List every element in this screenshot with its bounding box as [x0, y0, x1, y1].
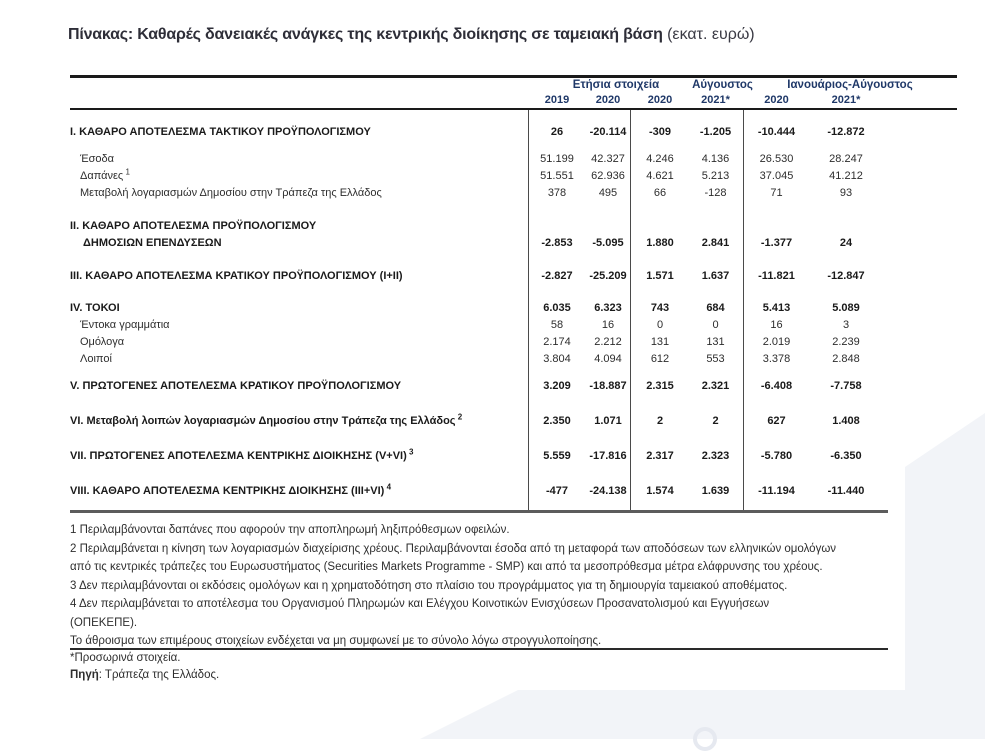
cell-value: 0: [712, 319, 719, 331]
cell-value: 131: [650, 336, 670, 348]
row-label: Έσοδα: [80, 153, 115, 165]
table-row: [70, 334, 888, 351]
cell-value: 627: [767, 415, 786, 427]
cell-value: 2.315: [646, 380, 674, 392]
cell-value: 4.246: [646, 153, 674, 165]
cell-value: 4.094: [594, 353, 622, 365]
cell-value: 66: [653, 187, 667, 199]
cell-value: 26: [550, 126, 564, 138]
cell-value: 28.247: [829, 153, 863, 165]
cell-value: 495: [598, 187, 618, 199]
cell-value: 3.209: [543, 380, 571, 392]
cell-value: 4.136: [701, 153, 730, 165]
cell-value: 5.213: [701, 170, 730, 182]
column-year-label: 2020: [764, 93, 789, 106]
cell-value: -10.444: [757, 126, 796, 138]
table-bottom-rule: [70, 510, 888, 513]
cell-value: 2.019: [762, 336, 791, 348]
table-row: [70, 124, 888, 141]
cell-value: 2.323: [701, 450, 730, 462]
footnote: [70, 521, 900, 540]
row-label: Μεταβολή λογαριασμών Δημοσίου στην Τράπεζα της Ελλάδος: [80, 187, 382, 199]
cell-value: -25.209: [589, 270, 627, 282]
cell-value: 6.035: [543, 302, 571, 314]
cell-value: -477: [545, 485, 569, 497]
cell-value: 16: [601, 319, 615, 331]
cell-value: -11.440: [827, 485, 865, 497]
source-line: [70, 669, 219, 681]
cell-value: -309: [648, 126, 672, 138]
cell-value: 1.071: [594, 415, 622, 427]
ring-decoration: [693, 727, 717, 751]
cell-value: 71: [770, 187, 783, 199]
page-title: [68, 26, 755, 44]
row-label: VΙ. Μεταβολή λοιπών λογαριασμών Δημοσίου στην Τράπεζα της Ελλάδος $^2$: [70, 412, 463, 427]
cell-value: 62.936: [591, 170, 625, 182]
cell-value: -12.847: [827, 270, 865, 282]
table-row: [70, 300, 888, 317]
row-label: Ομόλογα: [80, 336, 125, 348]
cell-value: 2.848: [832, 353, 860, 365]
cell-value: 612: [650, 353, 670, 365]
table-row: [70, 413, 888, 430]
cell-value: 41.212: [829, 170, 863, 182]
footnote: [70, 577, 900, 596]
column-year-label: 2020: [647, 93, 673, 106]
cell-value: -7.758: [830, 380, 862, 392]
table-header: [70, 77, 913, 108]
cell-value: -2.827: [541, 270, 573, 282]
cell-value: 37.045: [759, 170, 794, 182]
cell-value: -128: [704, 187, 727, 199]
cell-value: -5.780: [760, 450, 793, 462]
cell-value: 5.559: [543, 450, 571, 462]
cell-value: 1.574: [646, 485, 674, 497]
cell-value: -24.138: [589, 485, 627, 497]
cell-value: 93: [839, 187, 853, 199]
cell-value: -18.887: [589, 380, 627, 392]
footnote-line: 2 Περιλαμβάνεται η κίνηση των λογαριασμών διαχείρισης χρέους. Περιλαμβάνονται έσοδα από τη μεταφορά των αποδόσεων των ελληνικών ομολόγων: [70, 542, 837, 555]
cell-value: 26.530: [759, 153, 794, 165]
cell-value: 5.089: [832, 302, 860, 314]
cell-value: -2.853: [541, 237, 573, 249]
cell-value: 1.639: [701, 485, 730, 497]
row-label: ΙV. ΤΟΚΟΙ: [70, 302, 120, 314]
table-row: [70, 378, 888, 395]
row-label: Λοιποί: [80, 353, 112, 365]
cell-value: -20.114: [589, 126, 627, 138]
table-row: [70, 317, 888, 334]
column-group-label: Ετήσια στοιχεία: [572, 79, 660, 91]
cell-value: 2.212: [594, 336, 622, 348]
footnote-line: (ΟΠΕΚΕΠΕ).: [70, 616, 138, 629]
row-label: Ι. ΚΑΘΑΡΟ ΑΠΟΤΕΛΕΣΜΑ ΤΑΚΤΙΚΟΥ ΠΡΟΫΠΟΛΟΓΙΣΜΟΥ: [70, 126, 371, 138]
row-label: ΙΙΙ. ΚΑΘΑΡΟ ΑΠΟΤΕΛΕΣΜΑ ΚΡΑΤΙΚΟΥ ΠΡΟΫΠΟΛΟΓΙΣΜΟΥ (Ι+ΙΙ): [70, 270, 403, 282]
cell-value: 1.880: [646, 237, 674, 249]
table-row: [70, 448, 888, 465]
cell-value: -12.872: [827, 126, 865, 138]
cell-value: 2.174: [543, 336, 571, 348]
cell-value: -11.194: [758, 485, 795, 497]
column-group-label: Ιανουάριος-Αύγουστος: [787, 79, 913, 91]
cell-value: 51.199: [540, 153, 574, 165]
cell-value: 5.413: [762, 302, 791, 314]
cell-value: 51.551: [540, 170, 574, 182]
cell-value: 6.323: [594, 302, 622, 314]
row-label: VΙΙ. ΠΡΩΤΟΓΕΝΕΣ ΑΠΟΤΕΛΕΣΜΑ ΚΕΝΤΡΙΚΗΣ ΔΙΟΙΚΗΣΗΣ (V+VΙ) $^3$: [70, 447, 414, 462]
footnote-line: 1 Περιλαμβάνονται δαπάνες που αφορούν την αποπληρωμή ληξιπρόθεσμων οφειλών.: [70, 524, 510, 536]
table-row: [70, 185, 888, 202]
footnote-line: Το άθροισμα των επιμέρους στοιχείων ενδέχεται να μη συμφωνεί με το σύνολο λόγω στρογγυλοποίησης.: [70, 635, 602, 647]
cell-value: -6.350: [830, 450, 862, 462]
table-row: [70, 168, 888, 185]
column-year-label: 2020: [595, 93, 621, 106]
cell-value: 58: [550, 319, 564, 331]
cell-value: -11.821: [758, 270, 795, 282]
cell-value: 24: [839, 237, 853, 249]
cell-value: 42.327: [591, 153, 625, 165]
cell-value: 0: [656, 319, 664, 331]
cell-value: 16: [770, 319, 783, 331]
cell-value: 3.378: [762, 353, 791, 365]
row-label: ΙΙ. ΚΑΘΑΡΟ ΑΠΟΤΕΛΕΣΜΑ ΠΡΟΫΠΟΛΟΓΙΣΜΟΥ: [70, 220, 317, 232]
source-text: : Τράπεζα της Ελλάδος.: [98, 669, 220, 681]
page-title-unit: (εκατ. ευρώ): [662, 26, 755, 43]
cell-value: 1.571: [646, 270, 674, 282]
footnote-line: 4 Δεν περιλαμβάνεται το αποτέλεσμα του Οργανισμού Πληρωμών και Ελέγχου Κοινοτικών Ενισχύσεων Προσανατολισμού και Εγγυήσεων: [70, 598, 770, 610]
cell-value: 684: [706, 302, 725, 314]
column-year-label: 2019: [544, 93, 570, 106]
cell-value: 743: [650, 302, 670, 314]
source-label: Πηγή: [70, 669, 99, 681]
cell-value: 3: [842, 319, 850, 331]
table-row: [70, 235, 888, 252]
row-label: Έντοκα γραμμάτια: [80, 319, 170, 331]
table-row: [70, 151, 888, 168]
cell-value: 131: [706, 336, 725, 348]
cell-value: 4.621: [646, 170, 674, 182]
column-year-label: 2021*: [701, 93, 730, 106]
cell-value: -17.816: [589, 450, 627, 462]
cell-value: -5.095: [592, 237, 624, 249]
cell-value: 553: [706, 353, 725, 365]
cell-value: -1.377: [760, 237, 793, 249]
page-title-text: Πίνακας: Καθαρές δανειακές ανάγκες της κεντρικής διοίκησης σε ταμειακή βάση: [68, 26, 663, 43]
row-label: ΔΗΜΟΣΙΩΝ ΕΠΕΝΔΥΣΕΩΝ: [83, 237, 222, 249]
provisional-note: *Προσωρινά στοιχεία.: [70, 652, 181, 664]
cell-value: 2.841: [701, 237, 730, 249]
summary-table: [70, 110, 888, 500]
cell-value: 2.239: [832, 336, 860, 348]
row-label: VΙΙΙ. ΚΑΘΑΡΟ ΑΠΟΤΕΛΕΣΜΑ ΚΕΝΤΡΙΚΗΣ ΔΙΟΙΚΗΣΗΣ (ΙΙΙ+VΙ) $^4$: [70, 482, 392, 497]
cell-value: -1.205: [699, 126, 732, 138]
cell-value: 1.637: [701, 270, 730, 282]
column-year-label: 2021*: [831, 93, 861, 106]
footnotes: [70, 521, 900, 651]
cell-value: 2.321: [701, 380, 730, 392]
footnote-line: από τις κεντρικές τράπεζες του Ευρωσυστήματος (Securities Markets Programme - SMP) και από τα μεσοπρόθεσμα μέτρα ελάφρυνσης του χρέους.: [70, 561, 823, 573]
table-row: [70, 483, 888, 500]
cell-value: -6.408: [760, 380, 793, 392]
cell-value: 3.804: [543, 353, 571, 365]
cell-value: 2: [712, 415, 719, 427]
footnote-line: 3 Δεν περιλαμβάνονται οι εκδόσεις ομολόγων και η χρηματοδότηση στο πλαίσιο του προγράμματος για τη δημιουργία ταμειακού αποθέματος.: [70, 579, 788, 592]
row-label: V. ΠΡΩΤΟΓΕΝΕΣ ΑΠΟΤΕΛΕΣΜΑ ΚΡΑΤΙΚΟΥ ΠΡΟΫΠΟΛΟΓΙΣΜΟΥ: [70, 380, 402, 392]
cell-value: 378: [547, 187, 567, 199]
cell-value: 2: [656, 415, 664, 427]
table-row: [70, 351, 888, 368]
cell-value: 1.408: [832, 415, 860, 427]
table-row: [70, 218, 888, 235]
column-group-label: Αύγουστος: [692, 79, 753, 91]
footnote: [70, 595, 900, 632]
cell-value: 2.317: [646, 450, 674, 462]
footnote: [70, 540, 900, 577]
cell-value: 2.350: [543, 415, 571, 427]
row-label: Δαπάνες $^1$: [80, 167, 130, 182]
table-row: [70, 268, 888, 285]
footnote: [70, 632, 900, 651]
